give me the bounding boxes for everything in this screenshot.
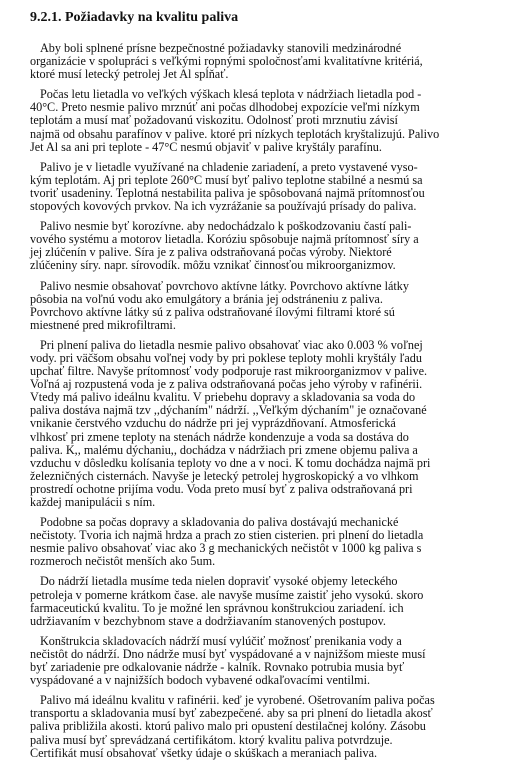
paragraph — [30, 339, 530, 509]
text-line: Vtedy má palivo ideálnu kvalitu. V priebehu dopravy a skladovania sa voda do — [30, 390, 416, 405]
text-line: 40°C. Preto nesmie palivo mrznúť ani počas dlhodobej expozície veľmi nízkym — [30, 100, 420, 115]
text-line: teplotám a musí mať požadovanú viskozitu. Odolnosť proti mrznutiu závisí — [30, 113, 398, 128]
text-line: paliva dostáva najmä tzv ,,dýchaním" nádrží. ,,Veľkým dýchaním" je označované — [30, 403, 427, 418]
text-line: Palivo nesmie byť korozívne. aby nedochádzalo k poškodzovaniu častí pali- — [40, 219, 412, 234]
text-line: Aby boli splnené prísne bezpečnostné požiadavky stanovili medzinárodné — [40, 41, 402, 55]
text-line: nečistoty. Tvoria ich najmä hrdza a prach zo stien cisterien. pri plnení do lietadla — [30, 528, 424, 543]
document-body — [30, 42, 530, 760]
text-line: vlhkosť pri zmene teploty na stenách nádrže kondenzuje a voda sa dostáva do — [30, 429, 409, 444]
text-line: Podobne sa počas dopravy a skladovania do paliva dostávajú mechanické — [40, 515, 399, 530]
paragraph — [30, 220, 530, 272]
paragraph — [30, 280, 530, 332]
text-line: paliva. K,, malému dýchaniu,, dochádza v nádržiach pri zmene objemu paliva a — [30, 442, 418, 457]
text-line: zlúčeniny síry. napr. sírovodík. môžu vznikať činnosťou mikroorganizmov. — [30, 258, 396, 273]
paragraph — [30, 575, 530, 627]
text-line: byť zariadenie pre odkalovanie nádrže - kalník. Rovnako potrubia musia byť — [30, 660, 405, 675]
text-line: kým teplotám. Aj pri teplote 260°C musí byť palivo teplotne stabilné a nesmú sa — [30, 172, 423, 187]
text-line: transportu a skladovania musí byť zabezpečené. aby sa pri plnení do lietadla akosť — [30, 706, 433, 721]
text-line: Konštrukcia skladovacích nádrží musí vylúčiť možnosť prenikania vody a — [40, 633, 402, 648]
section-heading: 9.2.1. Požiadavky na kvalitu paliva — [30, 10, 239, 25]
text-line: Voľná aj rozpustená voda je z paliva odstraňovaná počas jeho výroby v rafinérii. — [30, 377, 423, 392]
text-line: železničných cisternách. Navyše je letecký petrolej hygroskopický a vo vlhkom — [30, 468, 419, 483]
text-line: farmaceutickú kvalitu. To je možné len správnou konštrukciou zariadení. ich — [30, 600, 404, 615]
text-line: nesmie palivo obsahovať viac ako 3 g mechanických nečistôt v 1000 kg paliva s — [30, 541, 422, 556]
text-line: upchať filtre. Navyše prítomnosť vody podporuje rast mikroorganizmov v palive. — [30, 364, 428, 379]
text-line: stopových kovových prvkov. Na ich vyzrážanie sa používajú prísady do paliva. — [30, 199, 417, 214]
paragraph — [30, 694, 530, 759]
paragraph — [30, 635, 530, 687]
text-line: Palivo je v lietadle využívané na chladenie zariadení, a preto vystavené vyso- — [40, 159, 418, 174]
text-line: Počas letu lietadla vo veľkých výškach klesá teplota v nádržiach lietadla pod - — [40, 87, 422, 102]
text-line: Do nádrží lietadla musíme teda nielen dopraviť vysoké objemy leteckého — [40, 574, 398, 589]
text-line: rozmeroch nečistôt menších ako 5um. — [30, 554, 216, 569]
text-line: vnikanie čerstvého vzduchu do nádrže pri jej vyprázdňovaní. Atmosferická — [30, 416, 396, 431]
text-line: paliva približila akosti. ktorú palivo malo pri opustení destilačnej kolóny. Zásobu — [30, 719, 426, 734]
text-line: Certifikát musí obsahovať všetky údaje o skúškach a meraniach paliva. — [30, 745, 378, 760]
text-line: tvoriť usadeniny. Teplotná nestabilita paliva je spôsobovaná najmä prítomnosťou — [30, 185, 425, 200]
text-line: Pri plnení paliva do lietadla nesmie palivo obsahovať viac ako 0.003 % voľnej — [40, 337, 423, 352]
text-line: vového systému a motorov lietadla. Koróziu spôsobuje najmä prítomnosť síry a — [30, 232, 419, 247]
text-line: nečistôt do nádrží. Dno nádrže musí byť vyspádované a v najnižšom mieste musí — [30, 646, 426, 661]
text-line: Palivo má ideálnu kvalitu v rafinérii. keď je vyrobené. Ošetrovaním paliva počas — [40, 693, 435, 708]
text-line: petroleja v pomerne krátkom čase. ale navyše musíme zaistiť jeho vysokú. skoro — [30, 587, 424, 602]
text-line: miestnené pred mikrofiltrami. — [30, 317, 176, 332]
paragraph — [30, 516, 530, 568]
text-line: jej zlúčenín v palive. Síra je z paliva odstraňovaná počas výroby. Niektoré — [30, 245, 392, 260]
text-line: organizácie v spolupráci s veľkými ropnými spoločnosťami kvalitatívne kritériá, — [30, 54, 423, 69]
text-line: každej manipulácii s ním. — [30, 495, 156, 509]
text-line: pôsobia na voľnú vodu ako emulgátory a bránia jej odstráneniu z paliva. — [30, 291, 383, 306]
paragraph — [30, 88, 530, 153]
text-line: najmä od obsahu parafínov v palive. ktoré pri nízkych teplotách kryštalizujú. Palivo — [30, 126, 440, 141]
text-line: vyspádované a v najnižších bodoch vybavené odkaľovacími ventilmi. — [30, 673, 371, 688]
text-line: Jet Al sa ani pri teplote - 47°C nesmú objaviť v palive kryštály parafínu. — [30, 139, 382, 154]
paragraph — [30, 161, 530, 213]
text-line: Palivo nesmie obsahovať povrchovo aktívne látky. Povrchovo aktívne látky — [40, 278, 409, 293]
text-line: ktoré musí letecký petrolej Jet Al spĺňať. — [30, 67, 229, 82]
document-page — [30, 10, 530, 767]
paragraph — [30, 42, 530, 81]
text-line: vzduchu v dôsledku kolísania teploty vo dne a v noci. K tomu dochádza najmä pri — [30, 455, 431, 470]
text-line: prostredí ochotne prijíma vodu. Voda preto musí byť z paliva odstraňovaná pri — [30, 481, 413, 496]
text-line: udržiavaním v bezchybnom stave a dodržiavaním stanovených postupov. — [30, 613, 386, 628]
text-line: Povrchovo aktívne látky sú z paliva odstraňované ílovými filtrami ktoré sú — [30, 304, 395, 319]
text-line: paliva musí byť sprevádzaná certifikátom. ktorý kvalitu paliva potvrdzuje. — [30, 732, 393, 747]
text-line: vody. pri väčšom obsahu voľnej vody by pri poklese teploty mohli kryštály ľadu — [30, 350, 422, 365]
